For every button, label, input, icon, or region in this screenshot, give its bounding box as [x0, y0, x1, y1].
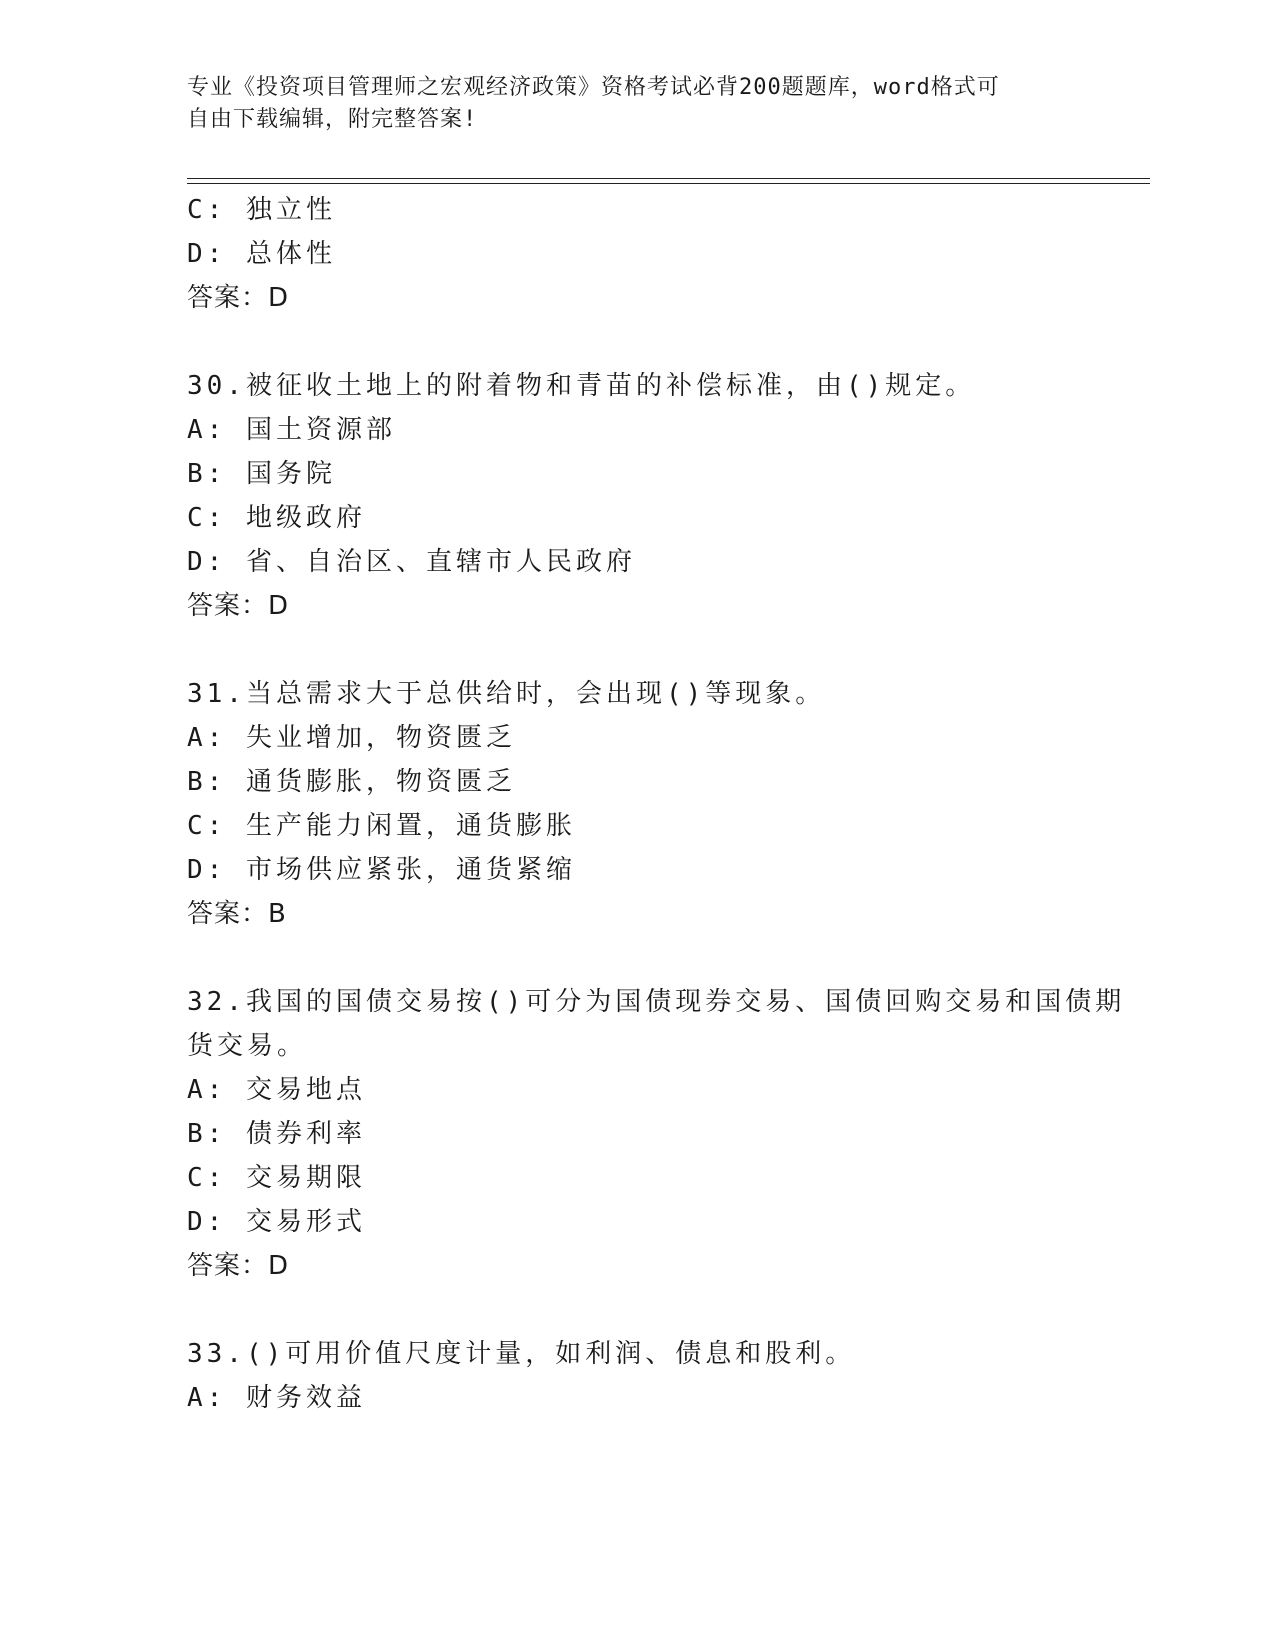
header-title-line-1: 专业《投资项目管理师之宏观经济政策》资格考试必背200题题库，word格式可	[187, 75, 1000, 100]
answer-line: 答案：D	[187, 283, 290, 313]
option-a: A: 财务效益	[187, 1383, 366, 1413]
answer-line: 答案：B	[187, 899, 287, 929]
question-stem: 30.被征收土地上的附着物和青苗的补偿标准，由()规定。	[187, 371, 976, 401]
option-c: C: 交易期限	[187, 1163, 366, 1193]
option-d: D: 省、自治区、直辖市人民政府	[187, 547, 636, 577]
answer-line: 答案：D	[187, 591, 290, 621]
header-title-line-2: 自由下载编辑，附完整答案!	[187, 107, 478, 132]
header-divider-bottom	[187, 183, 1150, 184]
option-a: A: 交易地点	[187, 1075, 366, 1105]
option-b: B: 通货膨胀，物资匮乏	[187, 767, 516, 797]
option-b: B: 债券利率	[187, 1119, 366, 1149]
option-d: D: 总体性	[187, 239, 336, 269]
option-d: D: 市场供应紧张，通货紧缩	[187, 855, 576, 885]
option-b: B: 国务院	[187, 459, 336, 489]
option-c: C: 地级政府	[187, 503, 366, 533]
header-divider-top	[187, 178, 1150, 179]
option-c: C: 生产能力闲置，通货膨胀	[187, 811, 576, 841]
question-stem-continuation: 货交易。	[187, 1031, 308, 1061]
answer-line: 答案：D	[187, 1251, 290, 1281]
document-header	[187, 72, 1087, 136]
option-c: C: 独立性	[187, 195, 336, 225]
question-stem: 31.当总需求大于总供给时，会出现()等现象。	[187, 679, 826, 709]
question-stem: 33.()可用价值尺度计量，如利润、债息和股利。	[187, 1339, 856, 1369]
question-stem: 32.我国的国债交易按()可分为国债现券交易、国债回购交易和国债期	[187, 987, 1126, 1017]
option-a: A: 失业增加，物资匮乏	[187, 723, 516, 753]
option-a: A: 国土资源部	[187, 415, 396, 445]
option-d: D: 交易形式	[187, 1207, 366, 1237]
